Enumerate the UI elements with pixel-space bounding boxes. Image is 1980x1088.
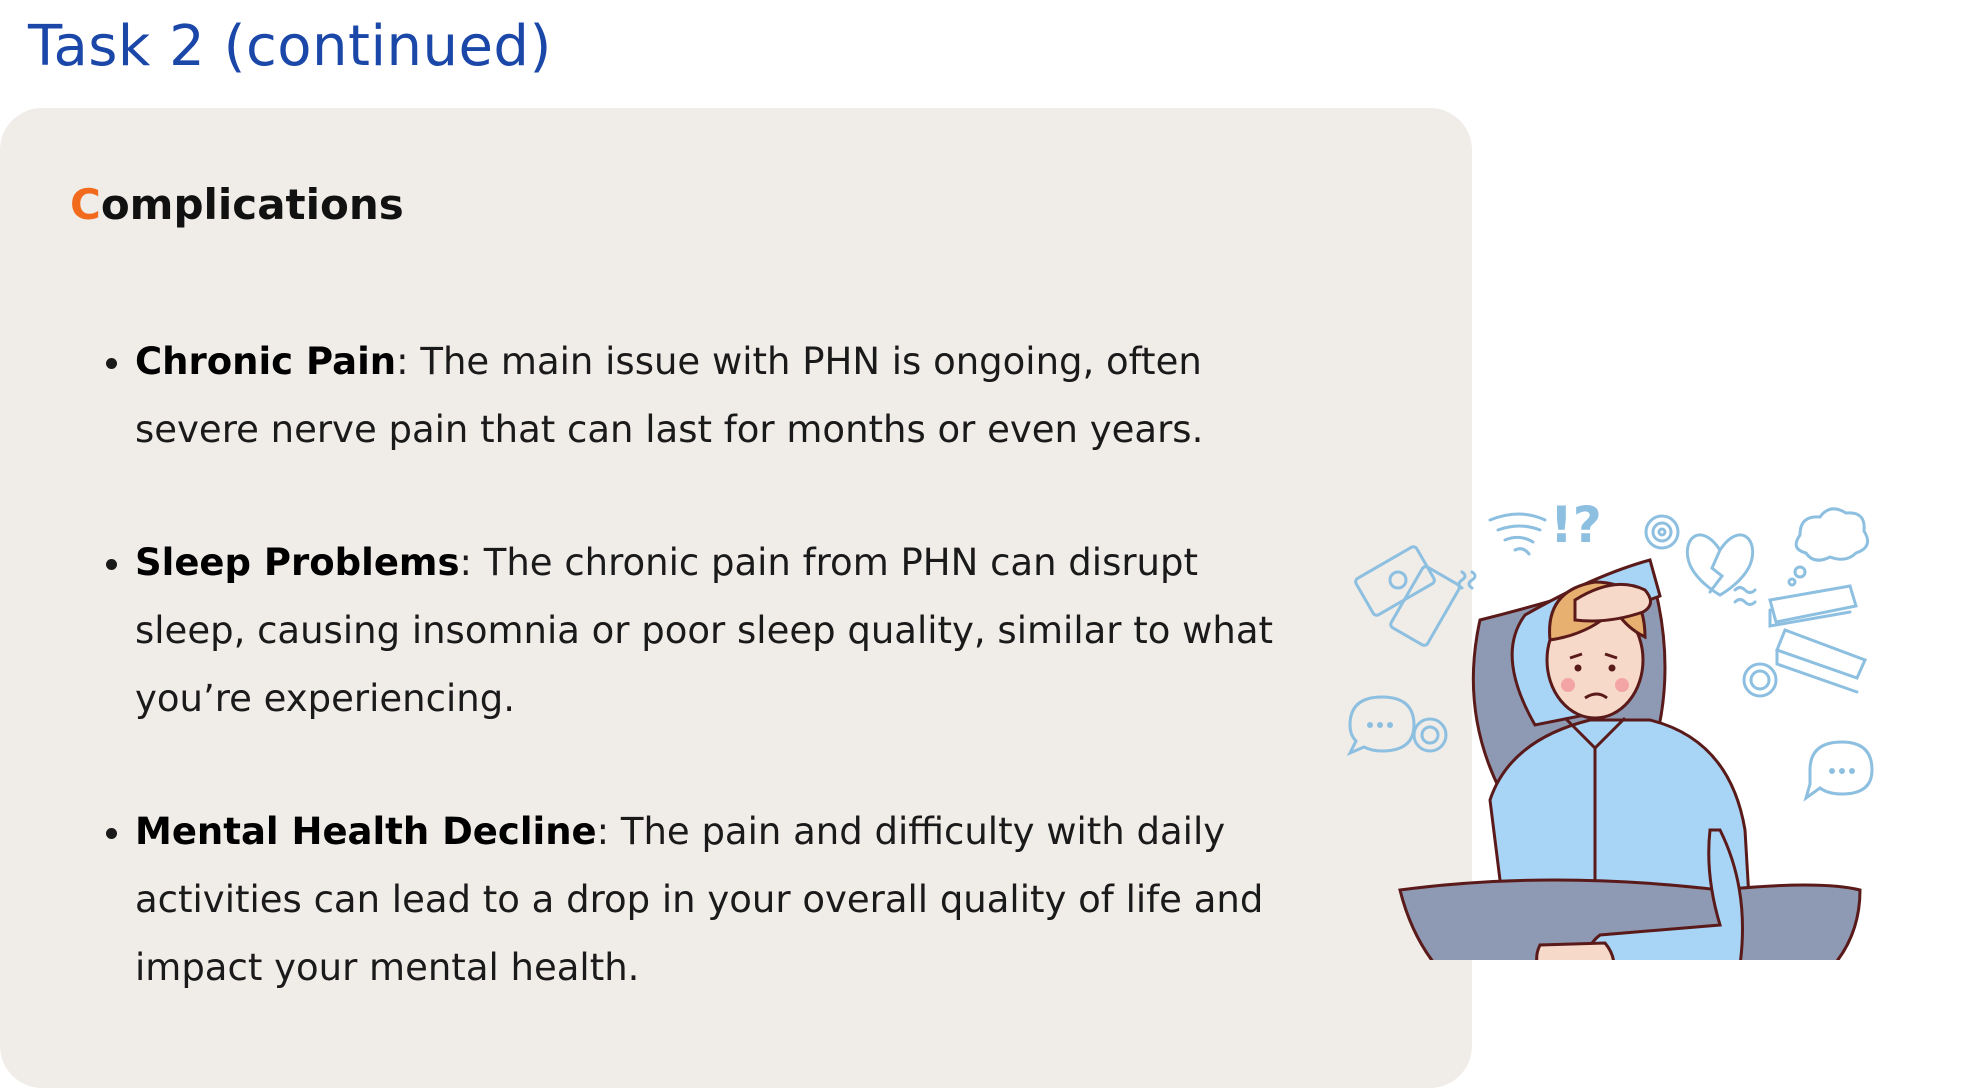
money-icon <box>1354 545 1460 646</box>
sick-man-illustration <box>1340 480 1900 960</box>
list-item <box>135 798 1275 1002</box>
list-item <box>135 328 1275 464</box>
heading-text: omplications <box>100 180 404 229</box>
item-text: : The chronic pain from PHN can disrupt sleep, causing insomnia or poor sleep quality, similar to what you’re experiencing. <box>135 541 1274 720</box>
exclaim-question-icon: !? <box>1550 496 1602 554</box>
item-term: Sleep Problems <box>135 541 460 584</box>
content-card <box>0 108 1472 1088</box>
broken-heart-icon <box>1687 535 1752 595</box>
tornado-icon <box>1459 514 1545 588</box>
speech-bubble-icon <box>1806 742 1872 798</box>
list-item <box>135 529 1275 733</box>
thought-cloud-icon <box>1796 509 1867 560</box>
page-title: Task 2 (continued) <box>28 14 552 79</box>
item-term: Chronic Pain <box>135 340 397 383</box>
complications-list <box>105 328 1275 1067</box>
item-text: : The main issue with PHN is ongoing, often severe nerve pain that can last for months or even years. <box>135 340 1204 451</box>
heading-accent-letter: C <box>70 180 101 229</box>
books-icon <box>1770 586 1865 692</box>
item-text: : The pain and difficulty with daily activities can lead to a drop in your overall quality of life and impact your mental health. <box>135 810 1264 989</box>
item-term: Mental Health Decline <box>135 810 597 853</box>
lower-hand <box>1537 943 1614 960</box>
section-heading <box>70 180 404 229</box>
